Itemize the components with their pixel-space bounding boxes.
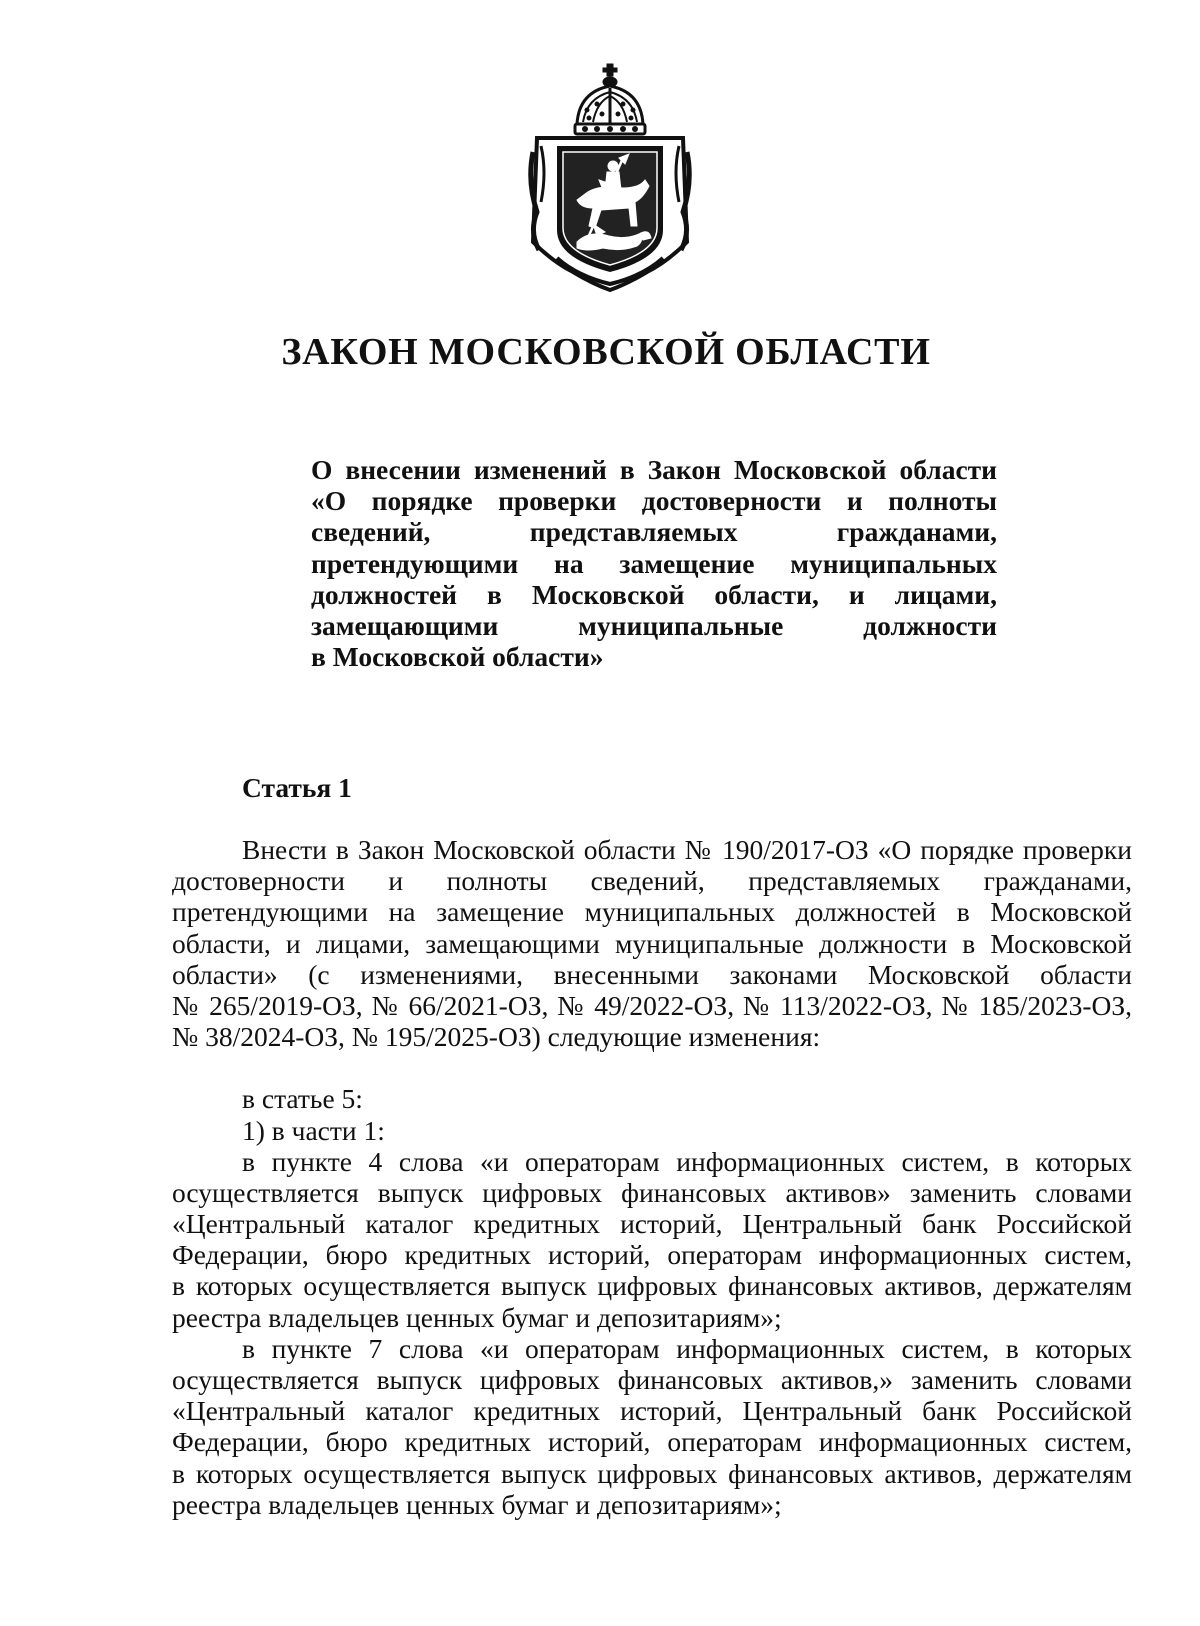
intro-line: № 38/2024-ОЗ, № 195/2025-ОЗ) следующие изменения:: [172, 1021, 821, 1053]
intro-line: № 265/2019-ОЗ, № 66/2021-ОЗ, № 49/2022-ОЗ, № 113/2022-ОЗ, № 185/2023-ОЗ,: [172, 989, 1132, 1021]
intro-line: претендующими на замещение муниципальных должностей в Московской: [172, 896, 1132, 928]
article-reference: в статье 5:: [242, 1083, 363, 1115]
point4-line: «Центральный каталог кредитных историй, Центральный банк Российской: [172, 1208, 1132, 1240]
point7-line: реестра владельцев ценных бумаг и депозитариям»;: [172, 1488, 782, 1520]
point4-line: в которых осуществляется выпуск цифровых финансовых активов, держателям: [172, 1270, 1132, 1302]
subject-line: О внесении изменений в Закон Московской области: [311, 454, 997, 485]
article-body: [172, 834, 1132, 1520]
law-subject-heading: [311, 454, 997, 672]
subject-line: должностей в Московской области, и лицами,: [311, 578, 997, 610]
law-title: ЗАКОН МОСКОВСКОЙ ОБЛАСТИ: [281, 331, 931, 373]
subject-line: в Московской области»: [311, 641, 604, 673]
intro-line: достоверности и полноты сведений, представляемых гражданами,: [172, 865, 1132, 897]
point7-line: «Центральный каталог кредитных историй, Центральный банк Российской: [172, 1395, 1132, 1427]
subject-line: сведений, представляемых гражданами,: [311, 516, 997, 548]
subject-line: замещающими муниципальные должности: [311, 609, 997, 641]
moscow-oblast-coat-of-arms-icon: [527, 62, 693, 294]
intro-line: Внести в Закон Московской области № 190/2017-ОЗ «О порядке проверки: [242, 834, 1132, 865]
article-heading: Статья 1: [242, 772, 352, 803]
part-reference: 1) в части 1:: [242, 1114, 385, 1146]
point4-line: реестра владельцев ценных бумаг и депозитариям»;: [172, 1301, 782, 1333]
subject-line: претендующими на замещение муниципальных: [311, 547, 997, 579]
point4-line: осуществляется выпуск цифровых финансовых активов» заменить словами: [172, 1176, 1132, 1208]
intro-line: области» (с изменениями, внесенными законами Московской области: [172, 958, 1132, 990]
subject-line: «О порядке проверки достоверности и полноты: [311, 485, 997, 517]
intro-line: области, и лицами, замещающими муниципальные должности в Московской: [172, 927, 1132, 959]
point7-line: в пункте 7 слова «и операторам информационных систем, в которых: [242, 1332, 1132, 1364]
point4-line: Федерации, бюро кредитных историй, операторам информационных систем,: [172, 1239, 1132, 1271]
point7-line: в которых осуществляется выпуск цифровых финансовых активов, держателям: [172, 1457, 1132, 1489]
point7-line: осуществляется выпуск цифровых финансовых активов,» заменить словами: [172, 1364, 1132, 1395]
point7-line: Федерации, бюро кредитных историй, операторам информационных систем,: [172, 1426, 1132, 1458]
point4-line: в пункте 4 слова «и операторам информационных систем, в которых: [242, 1145, 1132, 1177]
